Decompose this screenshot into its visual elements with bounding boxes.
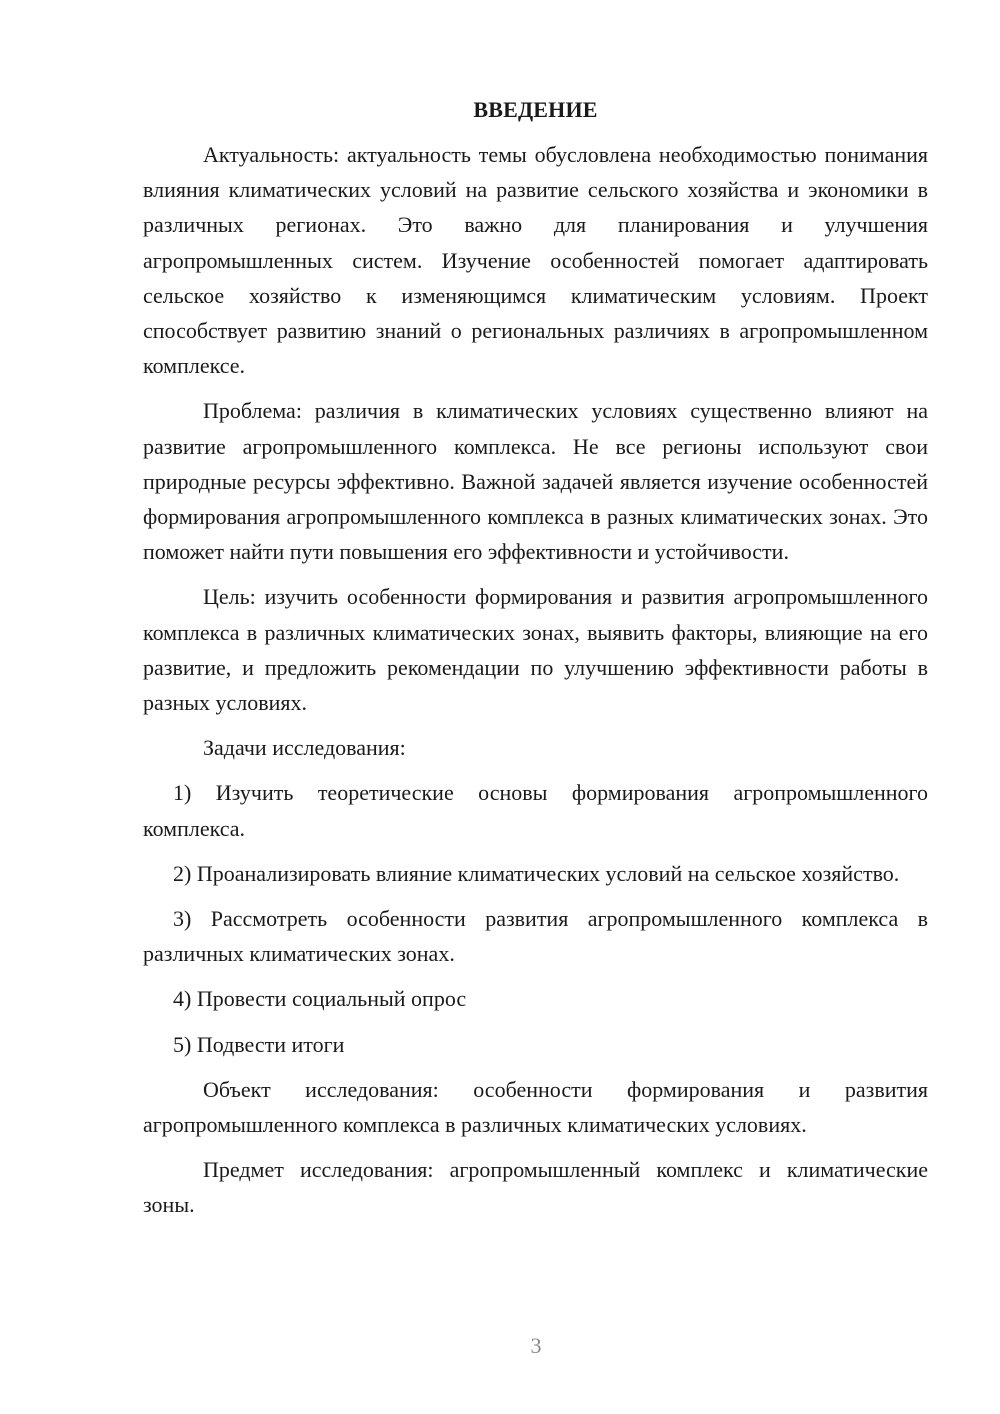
object-paragraph: Объект исследования: особенности формирования и развития агропромышленного комплекса в различных климатических условиях. [143,1076,928,1138]
task-item-1: 1) Изучить теоретические основы формирования агропромышленного комплекса. [143,780,928,841]
page-content [143,92,928,1233]
task-item-4: 4) Провести социальный опрос [173,986,467,1012]
task-item-3: 3) Рассмотреть особенности развития агропромышленного комплекса в различных климатических зонах. [143,906,928,967]
goal-paragraph: Цель: изучить особенности формирования и развития агропромышленного комплекса в различных климатических зонах, выявить факторы, влияющие на его развитие, и предложить рекомендации по улучшению эффективности работы в разных условиях. [143,584,928,716]
tasks-title: Задачи исследования: [203,735,406,761]
subject-paragraph: Предмет исследования: агропромышленный комплекс и климатические зоны. [143,1157,928,1218]
task-item-2: 2) Проанализировать влияние климатических условий на сельское хозяйство. [173,860,900,886]
page-heading: ВВЕДЕНИЕ [473,97,598,122]
page-number: 3 [530,1333,542,1358]
problem-paragraph: Проблема: различия в климатических условиях существенно влияют на развитие агропромышленного комплекса. Не все регионы используют свои природные ресурсы эффективно. Важной задачей является изучение особенностей формирования агропромышленного комплекса в разных климатических зонах. Это поможет найти пути повышения его эффективности и устойчивости. [143,398,928,565]
task-item-5: 5) Подвести итоги [173,1031,345,1057]
relevance-paragraph: Актуальность: актуальность темы обусловлена необходимостью понимания влияния климатических условий на развитие сельского хозяйства и экономики в различных регионах. Это важно для планирования и улучшения агропромышленных систем. Изучение особенностей помогает адаптировать сельское хозяйство к изменяющимся климатическим условиям. Проект способствует развитию знаний о региональных различиях в агропромышленном комплексе. [143,142,928,379]
